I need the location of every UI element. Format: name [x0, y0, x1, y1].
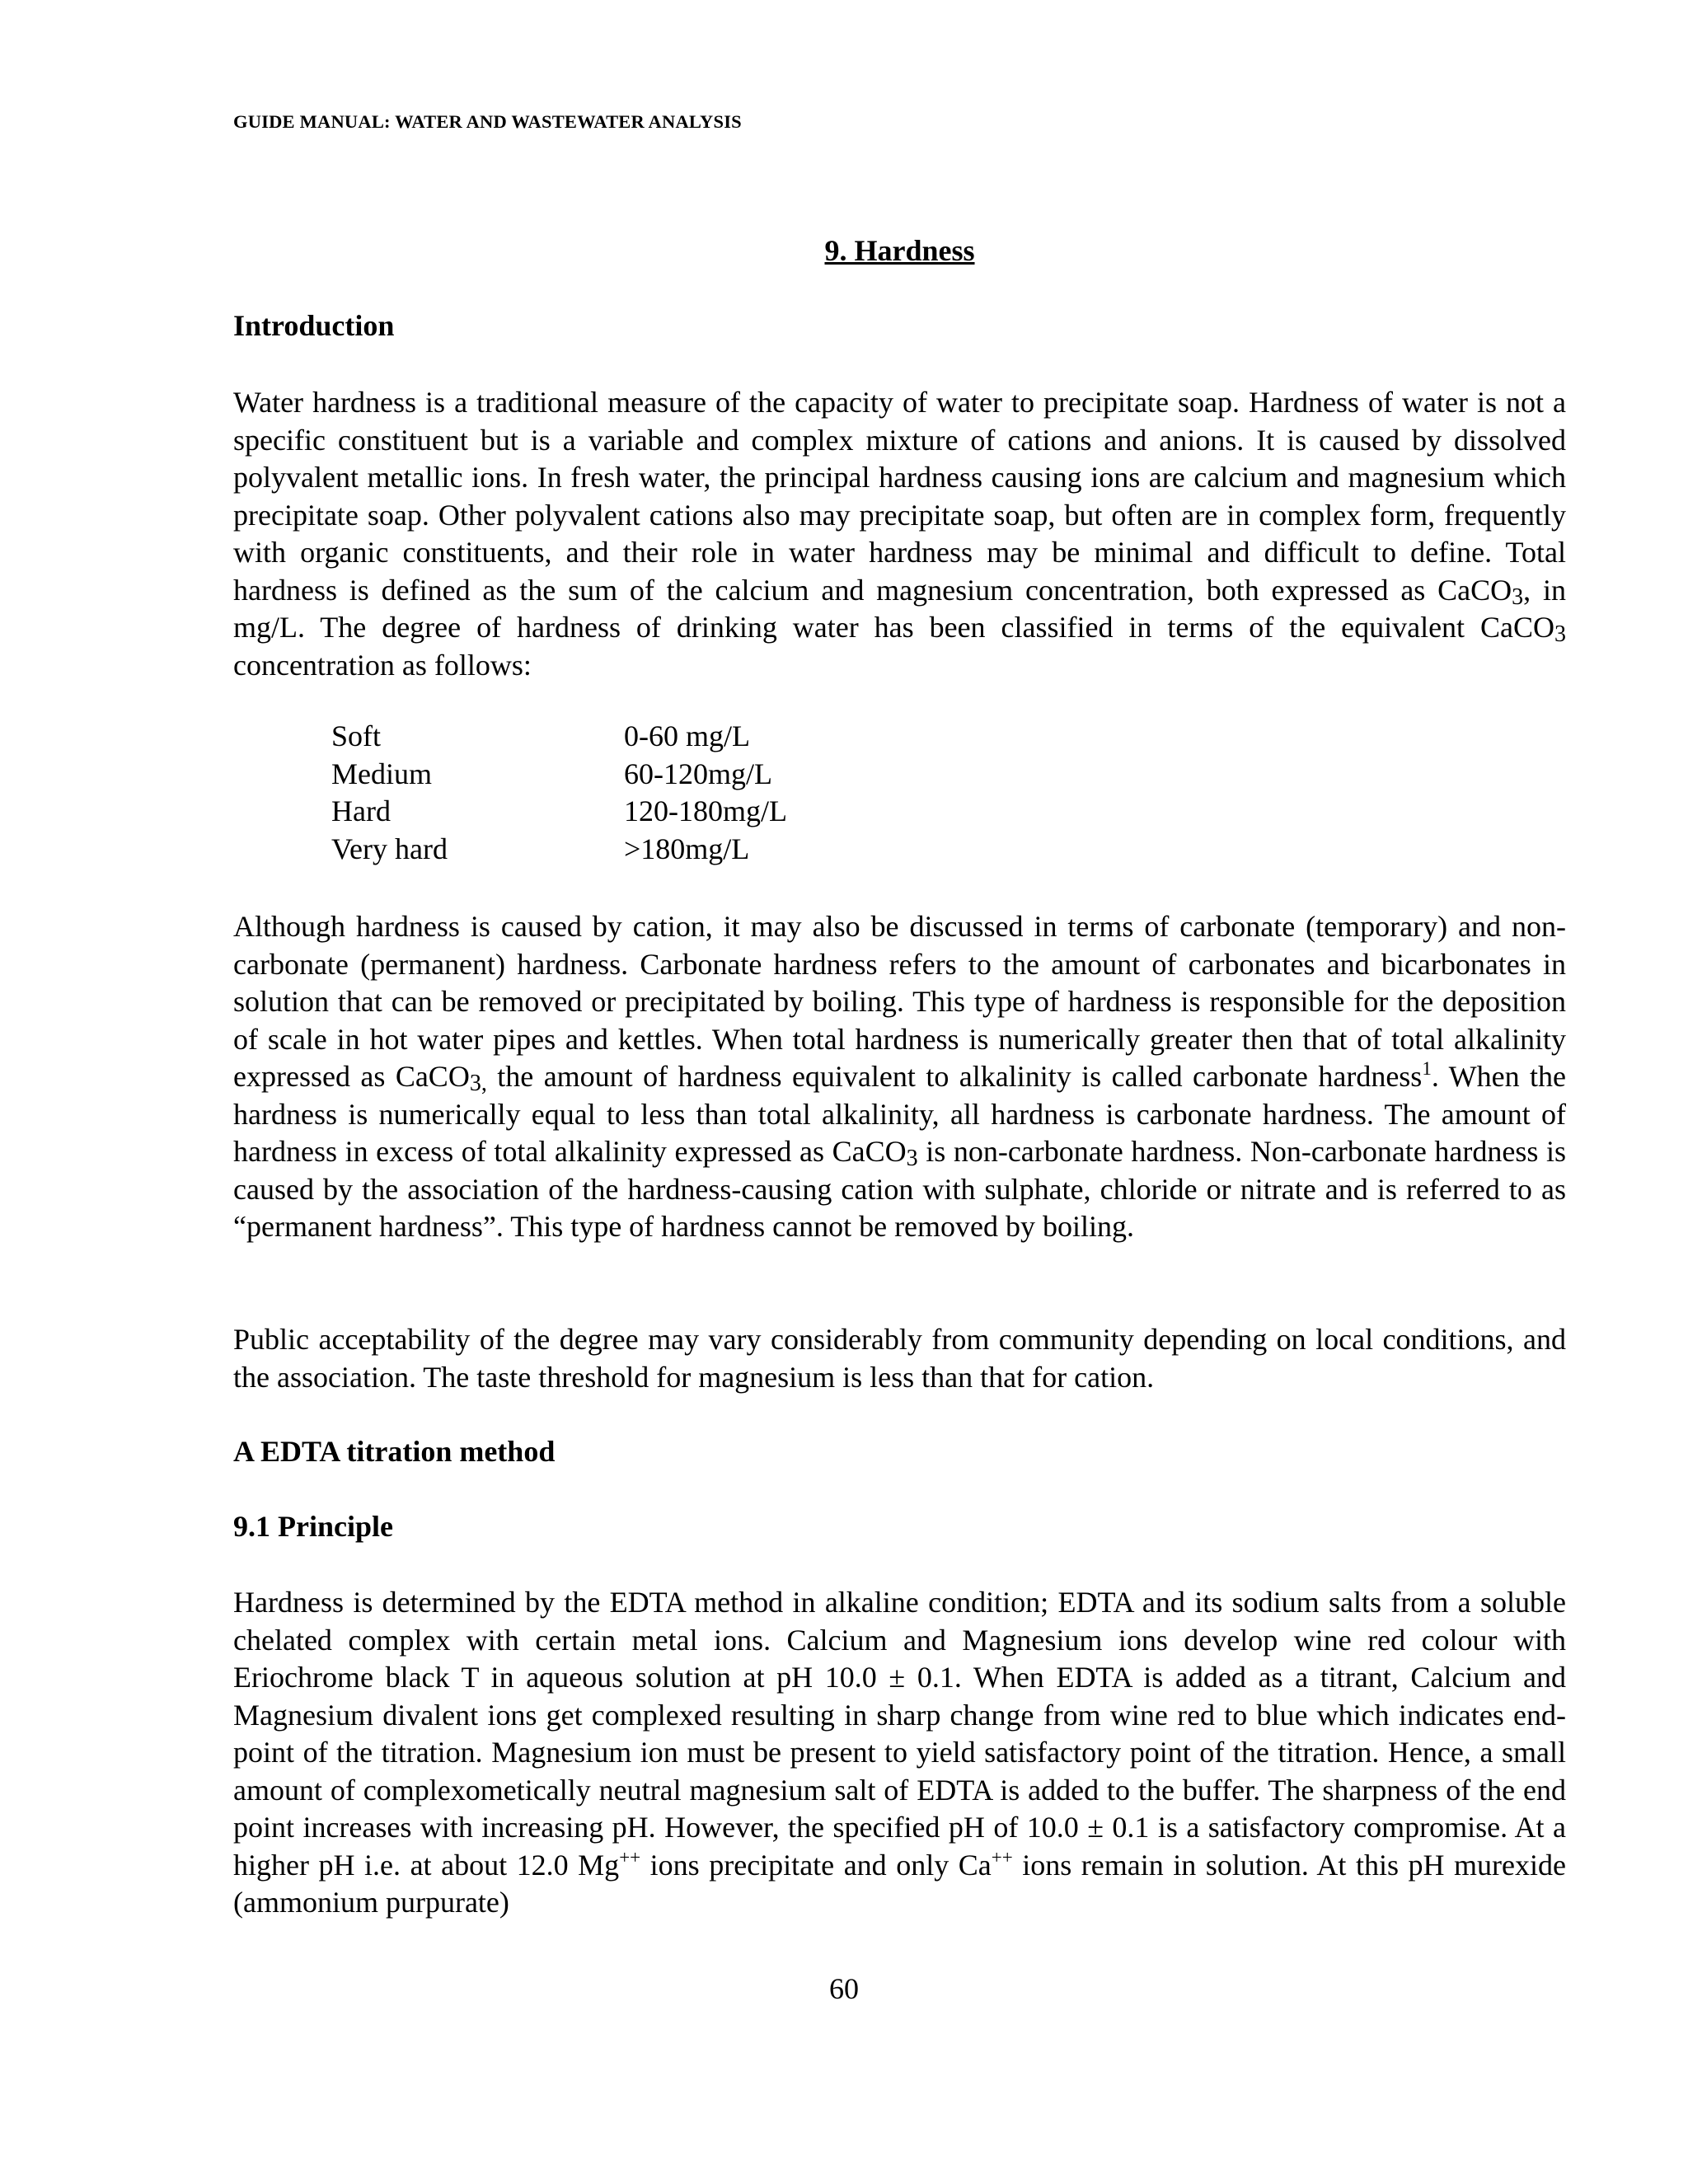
- intro-paragraph-3: Public acceptability of the degree may vary considerably from community depending on local conditions, and the association. The taste threshold for magnesium is less than that for cation.: [233, 1323, 1566, 1394]
- chapter-title: 9. Hardness: [824, 234, 975, 267]
- principle-text-b: ions precipitate and only Ca: [640, 1848, 992, 1882]
- footnote-marker: 1: [1422, 1058, 1432, 1079]
- principle-paragraph: [233, 1584, 1566, 1922]
- hardness-level: Medium: [331, 757, 432, 790]
- caco3-subscript: 3: [1554, 621, 1566, 647]
- hardness-level: Hard: [331, 794, 391, 827]
- hardness-range: 0-60 mg/L: [624, 719, 750, 752]
- principle-text-a: Hardness is determined by the EDTA method in alkaline condition; EDTA and its sodium salts from a soluble chelated complex with certain metal ions. Calcium and Magnesium ions develop wine red colour with Eriochrome black T in aqueous solution at pH 10.0 ± 0.1. When EDTA is added as a titrant, Calcium and Magnesium divalent ions get complexed resulting in sharp change from wine red to blue which indicates end-point of the titration. Magnesium ion must be present to yield satisfactory point of the titration. Hence, a small amount of complexometically neutral magnesium salt of EDTA is added to the buffer. The sharpness of the end point increases with increasing pH. However, the specified pH of 10.0 ± 0.1 is a satisfactory compromise. At a higher pH i.e. at about 12.0 Mg: [233, 1586, 1566, 1882]
- intro-p2-text-d: is non-carbonate hardness. Non-carbonate hardness is caused by the association of the hardness-causing cation with sulphate, chloride or nitrate and is referred to as “permanent hardness”. This type of hardness cannot be removed by boiling.: [233, 1135, 1566, 1243]
- intro-p1-text-b: , in mg/L. The degree of hardness of drinking water has been classified in terms of the equivalent CaCO: [233, 573, 1566, 644]
- intro-p2-text-a: Although hardness is caused by cation, it may also be discussed in terms of carbonate (temporary) and non-carbonate (permanent) hardness. Carbonate hardness refers to the amount of carbonates and bicarbonates in solution that can be removed or precipitated by boiling. This type of hardness is responsible for the deposition of scale in hot water pipes and kettles. When total hardness is numerically greater then that of total alkalinity expressed as CaCO: [233, 910, 1566, 1093]
- ion-charge-superscript: ++: [619, 1846, 641, 1868]
- hardness-range: 60-120mg/L: [624, 757, 772, 790]
- hardness-range: 120-180mg/L: [624, 794, 787, 827]
- intro-paragraph-2: [233, 908, 1566, 1246]
- classification-row: [331, 831, 787, 869]
- intro-p2-text-c: . When the hardness is numerically equal to less than total alkalinity, all hardness is carbonate hardness. The amount of hardness in excess of total alkalinity expressed as CaCO: [233, 1060, 1566, 1168]
- principle-heading: 9.1 Principle: [233, 1510, 393, 1543]
- caco3-subscript: 3,: [469, 1071, 487, 1096]
- classification-row: [331, 793, 787, 831]
- intro-p1-text-c: concentration as follows:: [233, 648, 532, 682]
- hardness-level: Very hard: [331, 832, 448, 865]
- intro-p2-text-b: the amount of hardness equivalent to alkalinity is called carbonate hardness: [486, 1060, 1423, 1093]
- principle-text-c: ions remain in solution. At this pH murexide (ammonium purpurate): [233, 1848, 1566, 1919]
- intro-paragraph-1: [233, 384, 1566, 684]
- page-number: 60: [829, 1972, 859, 2005]
- caco3-subscript: 3: [906, 1146, 918, 1171]
- method-heading: A EDTA titration method: [233, 1435, 556, 1468]
- caco3-subscript: 3: [1512, 583, 1524, 610]
- hardness-classification-table: [331, 718, 787, 868]
- classification-row: [331, 756, 787, 794]
- classification-row: [331, 718, 787, 756]
- running-header: GUIDE MANUAL: WATER AND WASTEWATER ANALYSIS: [233, 111, 742, 132]
- intro-p1-text-a: Water hardness is a traditional measure of the capacity of water to precipitate soap. Hardness of water is not a specific constituent but is a variable and complex mixture of cations and anions. It is caused by dissolved polyvalent metallic ions. In fresh water, the principal hardness causing ions are calcium and magnesium which precipitate soap. Other polyvalent cations also may precipitate soap, but often are in complex form, frequently with organic constituents, and their role in water hardness may be minimal and difficult to define. Total hardness is defined as the sum of the calcium and magnesium concentration, both expressed as CaCO: [233, 386, 1566, 607]
- ion-charge-superscript: ++: [991, 1846, 1013, 1868]
- hardness-level: Soft: [331, 719, 382, 752]
- introduction-heading: Introduction: [233, 309, 395, 342]
- hardness-range: >180mg/L: [624, 832, 750, 865]
